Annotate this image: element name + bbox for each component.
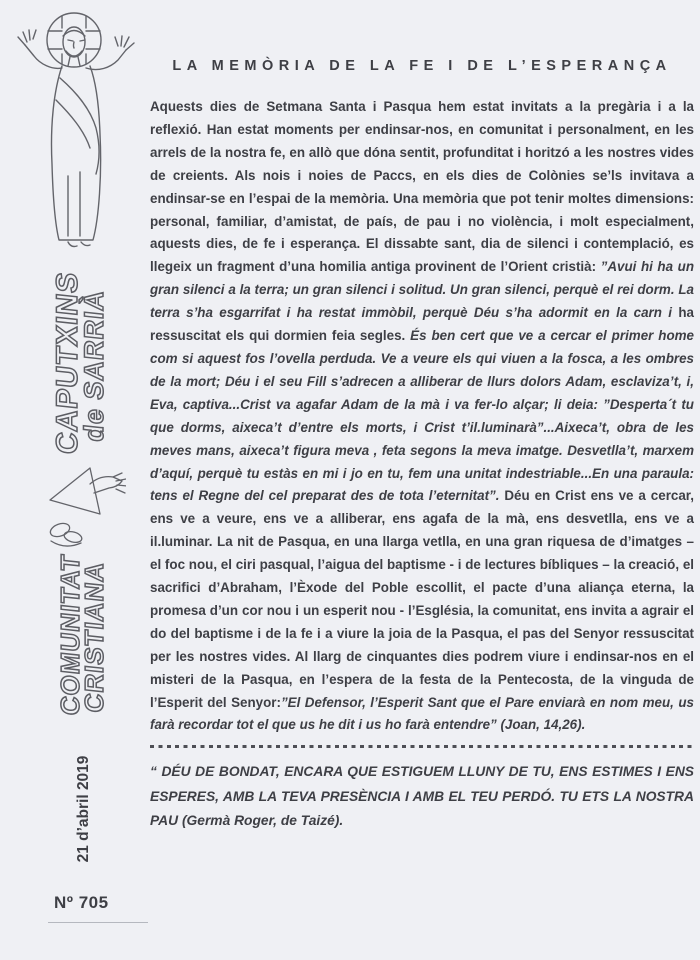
article-body: Aquests dies de Setmana Santa i Pasqua hem estat invitats a la pregària i a la reflexió. Han estat moments per endinsar-nos, en comunitat i personalment, en les arrels de la nostra fe, en allò que dóna sentit, profunditat i horitzó a les nostres vides de creients. Als nois i noies de Paccs, en els dies de Colònies se’ls invitava a endinsar-se en l’espai de la memòria. Una memòria que pot tenir moltes dimensions: personal, familiar, d’amistat, de país, de pau i no violència, i molt especialment, aquests dies, de fe i esperança. El dissabte sant, dia de silenci i contemplació, es llegeix un fragment d’una homilia antiga provinent de l’Orient cristià: ”Avui hi ha un gran silenci a la terra; un gran silenci i solitud. Un gran silenci, perquè el rei dorm. La terra s’ha esgarrifat i ha restat immòbil, perquè Déu s’ha adormit en la carn i ha ressuscitat els qui dormien feia segles. És ben cert que ve a cercar el primer home com si aquest fos l’ovella perduda. Ve a veure els qui viuen a la fosca, a les ombres de la mort; Déu i el seu Fill s’adrecen a alliberar de llurs dolors Adam, esclaviza’t, i, Eva, captiva...Crist va agafar Adam de la mà i va fer-lo alçar; li deia: ”Desperta´t tu que dorms, aixeca’t d’entre els morts, i Crist t’il.luminarà”...Aixeca’t, obra de les meves mans, aixeca’t figura meva , feta segons la meva imatge. Desvetlla’t, marxem d’aquí, perquè tu estàs en mi i jo en tu, fem una unitat indestriable...En una paraula: tens el Regne del cel preparat des de tota l’eternitat”. Déu en Crist ens ve a cercar, ens ve a veure, ens ve a alliberar, ens agafa de la mà, ens desvetlla, ens ve a il.luminar. La nit de Pasqua, en una llarga vetlla, en una gran riquesa de d’imatges – el foc nou, el ciri pasqual, l’aigua del baptisme - i de lectures bíbliques – la creació, el sacrifici d’Abraham, l’Èxode del Poble escollit, el pacte d’una aliança eterna, la promesa d’un cor nou i un esperit nou - l’Església, la comunitat, ens invita a agrair el do del baptisme i de la fe i a viure la joia de la Pasqua, el pas del Senyor ressuscitat per les nostres vides. Al llarg de cinquantes dies podrem viure i endinsar-nos en el misteri de la Pasqua, en l’espera de la festa de la Pentecosta, de la vinguda de l’Esperit del Senyor:”El Defensor, l’Esperit Sant que el Pare enviarà en nom meu, us farà recordar tot el que us he dit i us ho farà entendre” (Joan, 14,26). [150,99,694,733]
article [150,58,694,834]
sidebar [0,0,148,960]
risen-christ-icon [10,4,138,252]
caputxins-de-sarria-logo [50,261,109,467]
article-title: LA MEMÒRIA DE LA FE I DE L’ESPERANÇA [172,58,672,74]
hands-icon [42,462,126,550]
issue-number-rule [48,922,148,923]
issue-number: Nº 705 [54,893,109,912]
caputxins-logo-line2: de SARRIÀ [78,288,109,443]
comunitat-logo-line1: COMUNITAT [55,552,86,717]
footer-quote: “ DÉU DE BONDAT, ENCARA QUE ESTIGUEM LLUNY DE TU, ENS ESTIMES I ENS ESPERES, AMB LA TEVA PRESÈNCIA I AMB EL TEU PERDÓ. TU ETS LA NOSTRA PAU (Germà Roger, de Taizé). [150,764,694,829]
comunitat-cristiana-logo [55,543,109,728]
caputxins-logo-line1: CAPUTXINS [50,269,84,456]
issue-date: 21 d’abril 2019 [75,755,92,863]
comunitat-logo-line2: CRISTIANA [79,560,109,714]
dotted-separator [150,745,694,748]
